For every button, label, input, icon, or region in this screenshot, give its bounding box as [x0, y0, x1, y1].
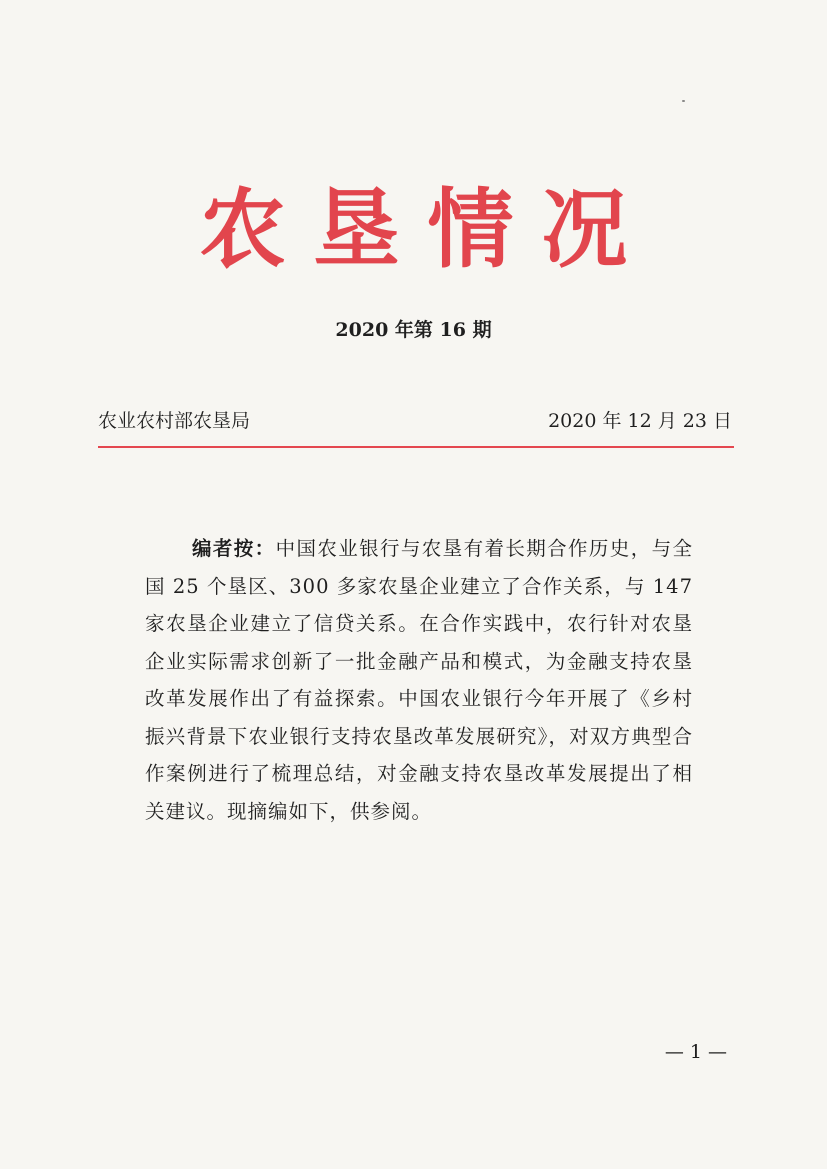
issue-number: 2020 年第 16 期 — [335, 319, 492, 341]
meta-row — [98, 406, 734, 436]
header-divider — [98, 446, 734, 448]
editor-note — [145, 530, 693, 830]
masthead-title: 农垦情况 — [199, 179, 656, 280]
editor-note-body: 中国农业银行与农垦有着长期合作历史，与全国 25 个垦区、300 多家农垦企业建立了合作关系，与 147 家农垦企业建立了信贷关系。在合作实践中，农行针对农垦企业实际需求创新了一批金融产品和模式，为金融支持农垦改革发展作出了有益探索。中国农业银行今年开展了《乡村振兴背景下农业银行支持农垦改革发展研究》，对双方典型合作案例进行了梳理总结，对金融支持农垦改革发展提出了相关建议。现摘编如下，供参阅。 — [145, 537, 693, 823]
editor-note-lead: 编者按： — [192, 537, 276, 560]
scan-speck — [682, 100, 685, 102]
issue-date: 2020 年 12 月 23 日 — [548, 410, 732, 432]
page-number: — 1 — — [664, 1041, 727, 1063]
issuer-name: 农业农村部农垦局 — [98, 410, 251, 432]
